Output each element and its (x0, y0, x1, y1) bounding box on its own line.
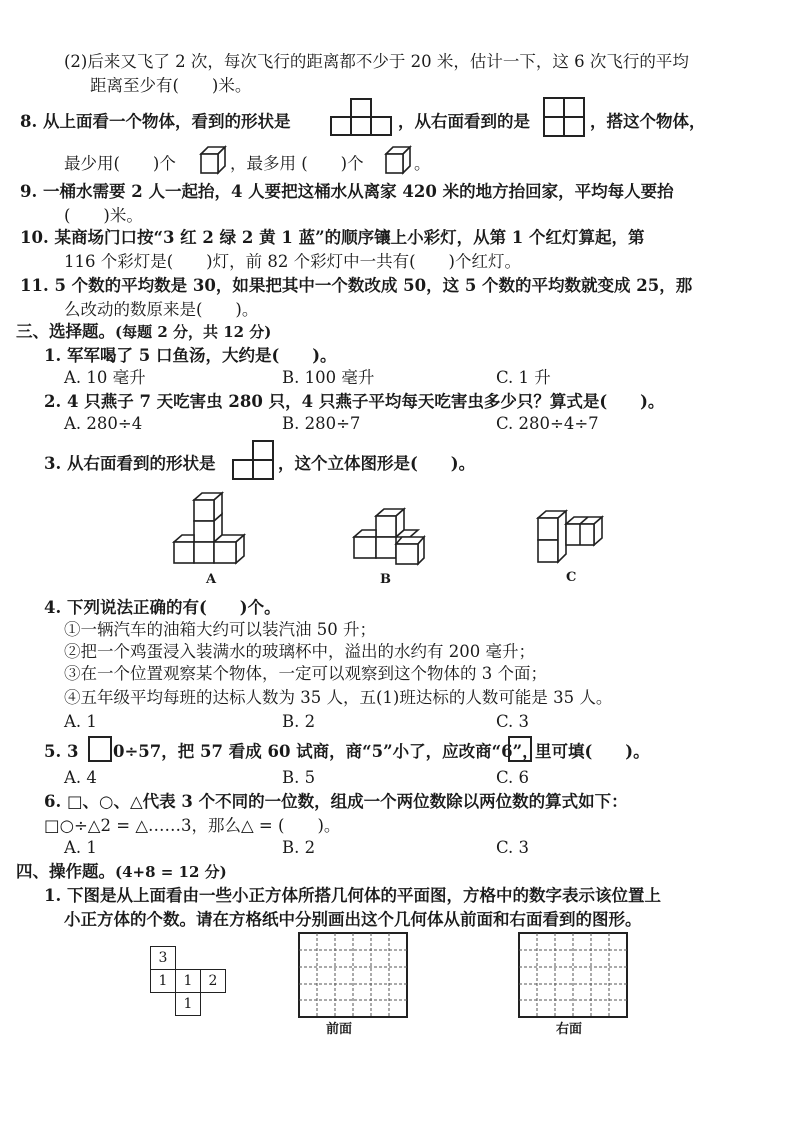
front-view-label: 前面 (326, 1022, 353, 1037)
cube-stack-option-c-icon (536, 510, 606, 566)
c3-option-c-label: C (566, 570, 577, 585)
section4-score-note: (4+8 = 12 分) (115, 863, 227, 881)
grid-cell: 1 (151, 970, 176, 993)
q10-line1: 10. 某商场门口按“3 红 2 绿 2 黄 1 蓝”的顺序镶上小彩灯，从第 1 个红灯算起，第 (20, 228, 645, 247)
c6-line2: □○÷△2 = △……3，那么△ = ( )。 (44, 816, 341, 835)
q8-part2: ，从右面看到的是 (398, 112, 530, 131)
c5-question-part2: 0÷57，把 57 看成 60 试商，商“5”小了，应改商“6”， (113, 742, 539, 761)
c6-option-a: A. 1 (64, 838, 97, 857)
right-view-shape-icon (543, 97, 585, 137)
c3-option-a-label: A (206, 572, 217, 587)
c4-option-b: B. 2 (282, 712, 316, 731)
c1-option-b: B. 100 毫升 (282, 368, 375, 387)
c4-statement-1: ①一辆汽车的油箱大约可以装汽油 50 升； (64, 620, 376, 639)
q8-part4: 最少用( )个 (64, 154, 176, 173)
right-view-drawing-grid[interactable] (518, 932, 628, 1018)
grid-cell: 1 (176, 970, 201, 993)
right-view-l-shape-icon (232, 440, 276, 480)
c5-option-b: B. 5 (282, 768, 316, 787)
q11-line1: 11. 5 个数的平均数是 30，如果把其中一个数改成 50，这 5 个数的平均数就变成 25，那 (20, 276, 693, 295)
cube-icon (385, 146, 411, 174)
grid-cell-empty (201, 947, 226, 970)
section3-score-note: (每题 2 分，共 12 分) (115, 323, 272, 341)
section4-heading: 四、操作题。 (16, 862, 115, 881)
c3-option-b-label: B (380, 572, 391, 587)
c1-option-a: A. 10 毫升 (64, 368, 146, 387)
c1-option-c: C. 1 升 (496, 368, 551, 387)
q9-line2: ( )米。 (64, 206, 143, 225)
c4-statement-2: ②把一个鸡蛋浸入装满水的玻璃杯中，溢出的水约有 200 毫升； (64, 642, 535, 661)
c4-option-c: C. 3 (496, 712, 530, 731)
c5-option-a: A. 4 (64, 768, 97, 787)
q8-part3: ，搭这个物体， (590, 112, 706, 131)
q11-line2: 么改动的数原来是( )。 (64, 300, 259, 319)
grid-cell-empty (176, 947, 201, 970)
c2-option-a: A. 280÷4 (64, 414, 143, 433)
blank-box-icon (508, 736, 532, 762)
q9-line1: 9. 一桶水需要 2 人一起抬，4 人要把这桶水从离家 420 米的地方抬回家，平均每人要抬 (20, 182, 674, 201)
o1-line1: 1. 下图是从上面看由一些小正方体所搭几何体的平面图，方格中的数字表示该位置上 (44, 886, 661, 905)
section4-title (16, 862, 227, 882)
section3-heading: 三、选择题。 (16, 322, 115, 341)
cube-stack-option-b-icon (352, 508, 428, 568)
q8-part1: 8. 从上面看一个物体，看到的形状是 (20, 112, 291, 131)
section3-title (16, 322, 271, 342)
c3-question-part2: ，这个立体图形是( )。 (278, 454, 476, 473)
grid-cell-empty (201, 993, 226, 1016)
top-view-number-grid (150, 946, 226, 1016)
grid-cell: 1 (176, 993, 201, 1016)
c4-statement-4: ④五年级平均每班的达标人数为 35 人，五(1)班达标的人数可能是 35 人。 (64, 688, 613, 707)
cube-stack-option-a-icon (172, 492, 252, 572)
c5-question-part1: 5. 3 (44, 742, 79, 761)
c2-question: 2. 4 只燕子 7 天吃害虫 280 只，4 只燕子平均每天吃害虫多少只？算式是( )。 (44, 392, 665, 411)
blank-box-icon (88, 736, 112, 762)
c2-option-c: C. 280÷4÷7 (496, 414, 599, 433)
q8-part5: ，最多用 ( )个 (230, 154, 364, 173)
front-view-drawing-grid[interactable] (298, 932, 408, 1018)
grid-cell: 2 (201, 970, 226, 993)
c4-option-a: A. 1 (64, 712, 97, 731)
c4-statement-3: ③在一个位置观察某个物体，一定可以观察到这个物体的 3 个面； (64, 664, 547, 683)
q7-line1: (2)后来又飞了 2 次，每次飞行的距离都不少于 20 米，估计一下，这 6 次飞行的平均 (64, 52, 689, 71)
q8-part6: 。 (414, 154, 431, 173)
q10-line2: 116 个彩灯是( )灯，前 82 个彩灯中一共有( )个红灯。 (64, 252, 521, 271)
c3-question-part1: 3. 从右面看到的形状是 (44, 454, 216, 473)
c2-option-b: B. 280÷7 (282, 414, 361, 433)
top-view-shape-icon (330, 98, 394, 136)
c6-option-c: C. 3 (496, 838, 530, 857)
right-view-label: 右面 (556, 1022, 583, 1037)
q7-line2: 距离至少有( )米。 (90, 76, 252, 95)
o1-line2: 小正方体的个数。请在方格纸中分别画出这个几何体从前面和右面看到的图形。 (64, 910, 642, 929)
c6-option-b: B. 2 (282, 838, 316, 857)
grid-cell: 3 (151, 947, 176, 970)
c5-option-c: C. 6 (496, 768, 530, 787)
c4-question: 4. 下列说法正确的有( )个。 (44, 598, 281, 617)
grid-cell-empty (151, 993, 176, 1016)
c5-question-part3: 里可填( )。 (535, 742, 650, 761)
c1-question: 1. 军军喝了 5 口鱼汤，大约是( )。 (44, 346, 337, 365)
cube-icon (200, 146, 226, 174)
c6-line1: 6. □、○、△代表 3 个不同的一位数，组成一个两位数除以两位数的算式如下： (44, 792, 628, 811)
